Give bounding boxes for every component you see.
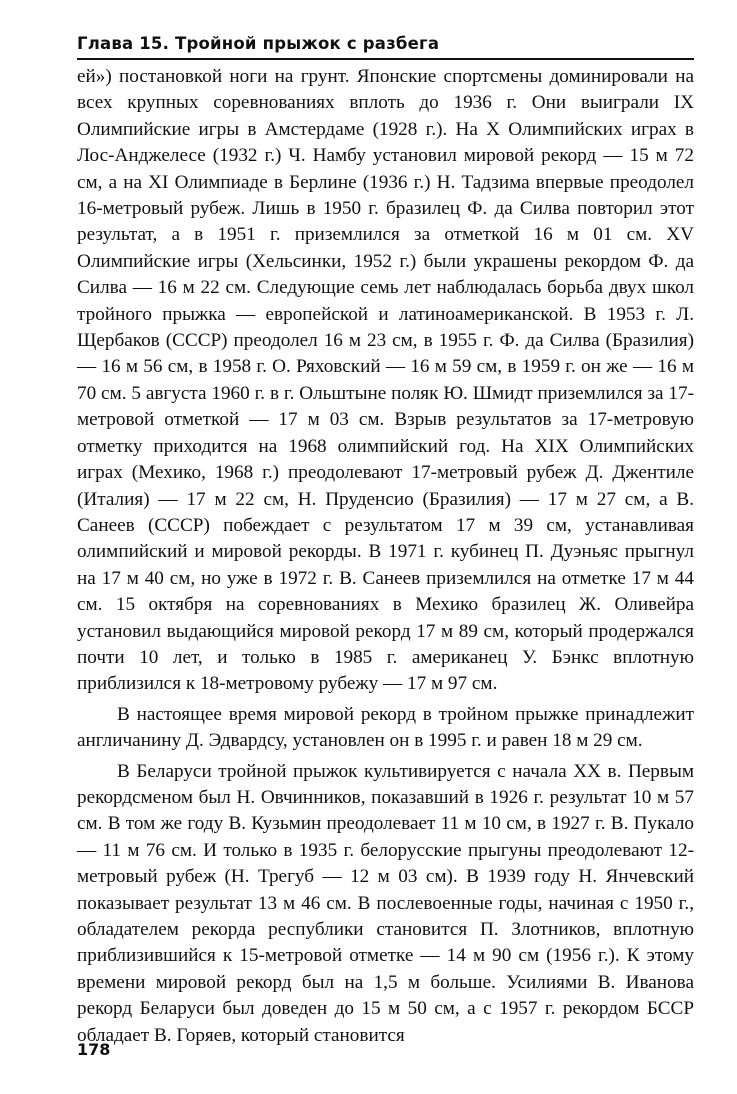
body-paragraph-continued: ей») постановкой ноги на грунт. Японские спортсмены доминировали на всех крупных соревнованиях вплоть до 1936 г. Они выиграли IX Олимпийские игры в Амстердаме (1928 г.). На X Олимпийских играх в Лос-Анджелесе (1932 г.) Ч. Намбу установил мировой рекорд — 15 м 72 см, а на XI Олимпиаде в Берлине (1936 г.) Н. Тадзима впервые преодолел 16-метровый рубеж. Лишь в 1950 г. бразилец Ф. да Силва повторил этот результат, а в 1951 г. приземлился за отметкой 16 м 01 см. XV Олимпийские игры (Хельсинки, 1952 г.) были украшены рекордом Ф. да Силва — 16 м 22 см. Следующие семь лет наблюдалась борьба двух школ тройного прыжка — европейской и латиноамериканской. В 1953 г. Л. Щербаков (СССР) преодолел 16 м 23 см, в 1955 г. Ф. да Силва (Бразилия) — 16 м 56 см, в 1958 г. О. Ряховский — 16 м 59 см, в 1959 г. он же — 16 м 70 см. 5 августа 1960 г. в г. Ольштыне поляк Ю. Шмидт приземлился за 17-метровой отметкой — 17 м 03 см. Взрыв результатов за 17-метровую отметку приходится на 1968 олимпийский год. На XIX Олимпийских играх (Мехико, 1968 г.) преодолевают 17-метровый рубеж Д. Джентиле (Италия) — 17 м 22 см, Н. Пруденсио (Бразилия) — 17 м 27 см, а В. Санеев (СССР) побеждает с результатом 17 м 39 см, устанавливая олимпийский и мировой рекорды. В 1971 г. кубинец П. Дуэньяс прыгнул на 17 м 40 см, но уже в 1972 г. В. Санеев приземлился на отметке 17 м 44 см. 15 октября на соревнованиях в Мехико бразилец Ж. Оливейра установил выдающийся мировой рекорд 17 м 89 см, который продержался почти 10 лет, и только в 1985 г. американец У. Бэнкс вплотную приблизился к 18-метровому рубежу — 17 м 97 см. <box>77 66 694 695</box>
page-number: 178 <box>77 1040 111 1059</box>
body-paragraph-world-record: В настоящее время мировой рекорд в тройном прыжке принадлежит англичанину Д. Эдвардсу, установлен он в 1995 г. и равен 18 м 29 см. <box>77 703 694 752</box>
body-paragraph-belarus-history: В Беларуси тройной прыжок культивируется с начала XX в. Первым рекордсменом был Н. Овчинников, показавший в 1926 г. результат 10 м 57 см. В том же году В. Кузьмин преодолевает 11 м 10 см, в 1927 г. В. Пукало — 11 м 76 см. И только в 1935 г. белорусские прыгуны преодолевают 12-метровый рубеж (Н. Трегуб — 12 м 03 см). В 1939 году Н. Янчевский показывает результат 13 м 46 см. В послевоенные годы, начиная с 1950 г., обладателем рекорда республики становится П. Злотников, вплотную приблизившийся к 15-метровой отметке — 14 м 90 см (1956 г.). К этому времени мировой рекорд был на 1,5 м больше. Усилиями В. Иванова рекорд Беларуси был доведен до 15 м 50 см, а с 1957 г. рекордом БССР обладает В. Горяев, который становится <box>77 760 694 1046</box>
book-page <box>77 32 694 1049</box>
running-head-chapter-title: Глава 15. Тройной прыжок с разбега <box>77 32 694 60</box>
